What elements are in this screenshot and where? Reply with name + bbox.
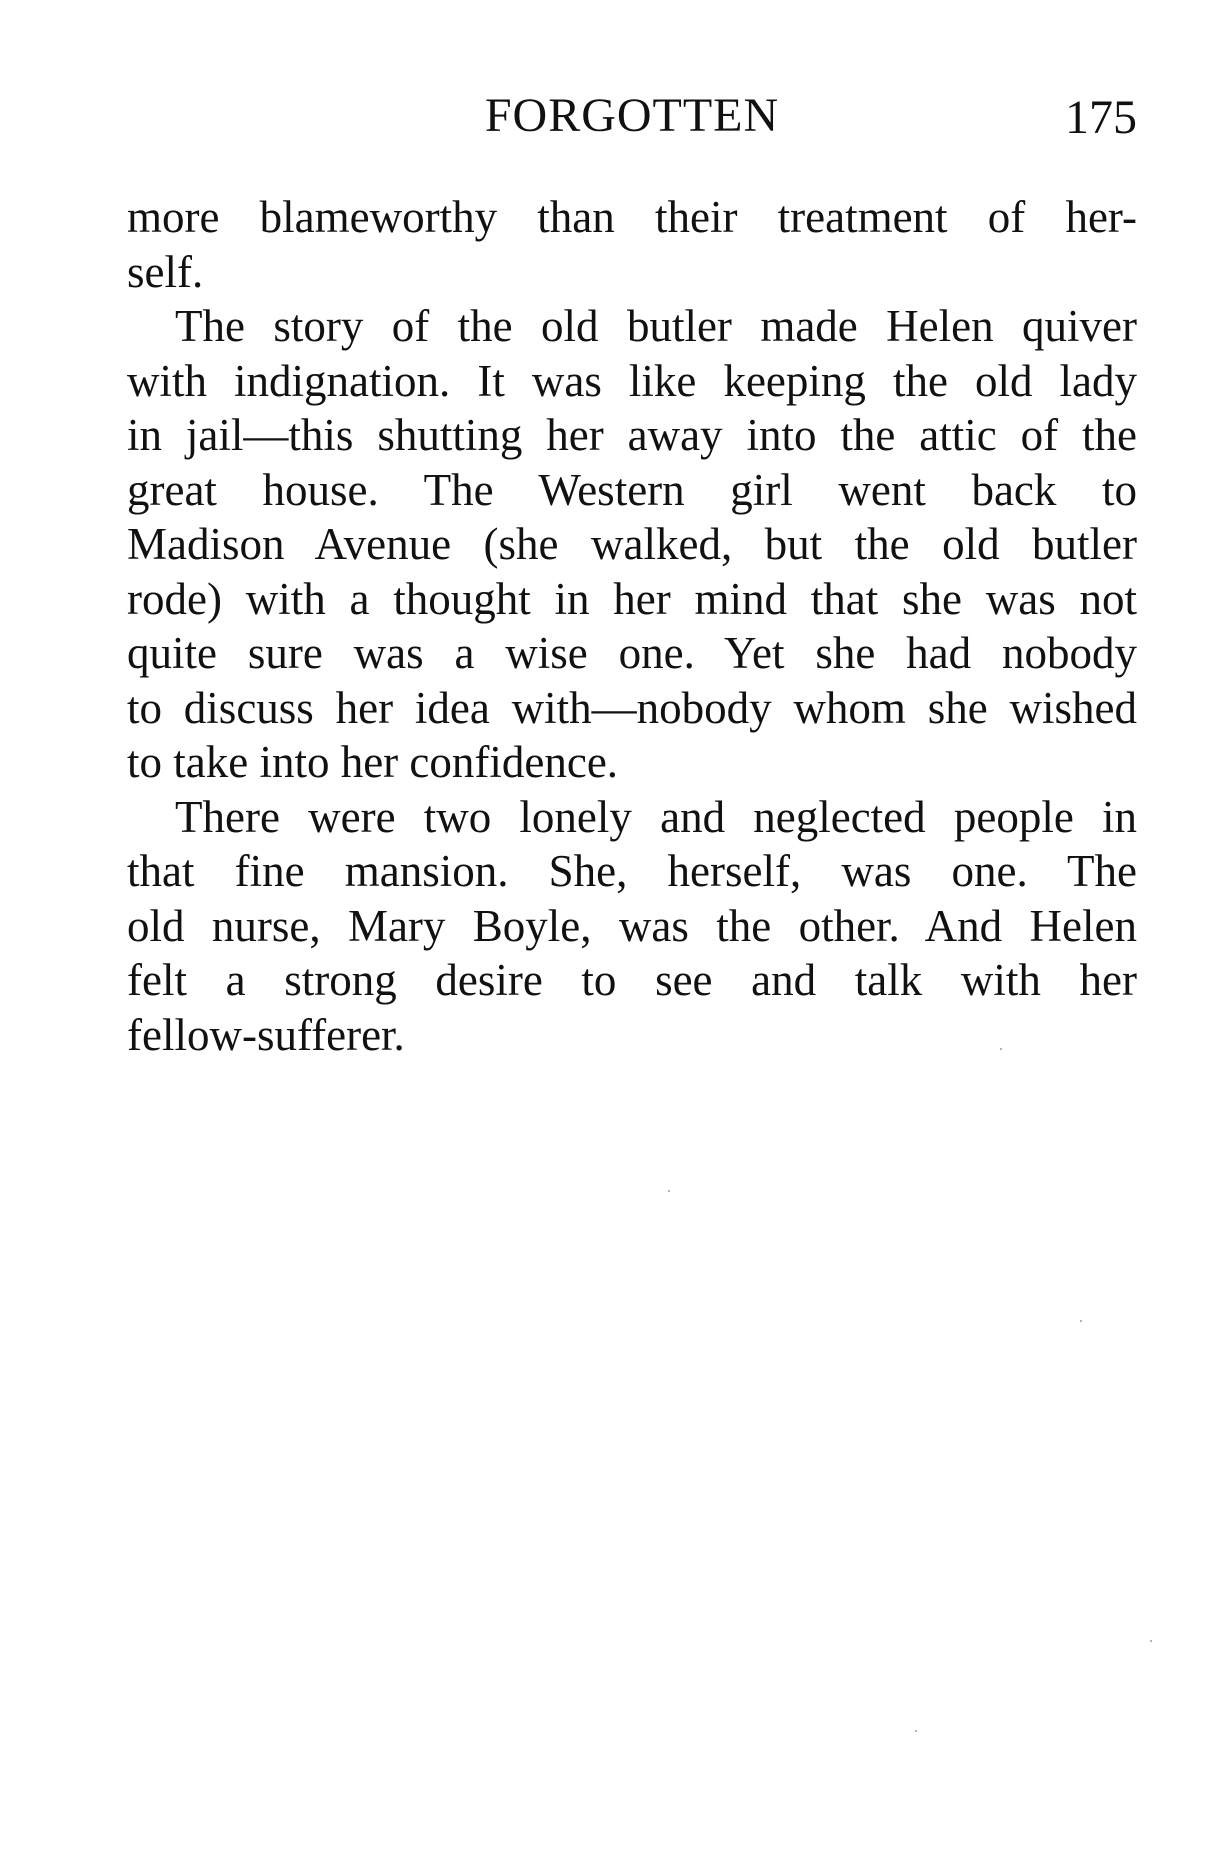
text-line: to take into her confidence. — [127, 737, 619, 787]
text-line: rode) with a thought in her mind that she was not — [127, 573, 1137, 624]
text-line: There were two lonely and neglected people in — [175, 791, 1137, 842]
text-line: self. — [127, 246, 204, 297]
text-line: Madison Avenue (she walked, but the old butler — [127, 519, 1137, 569]
text-line: that fine mansion. She, herself, was one. The — [127, 846, 1137, 896]
text-line: felt a strong desire to see and talk with her — [127, 955, 1137, 1005]
text-line: fellow-sufferer. — [127, 1009, 405, 1060]
text-line: in jail—this shutting her away into the attic of the — [127, 410, 1137, 460]
running-title: FORGOTTEN — [484, 89, 780, 142]
text-line: The story of the old butler made Helen quiver — [175, 301, 1137, 351]
text-line: great house. The Western girl went back to — [127, 464, 1137, 515]
body-text — [127, 190, 1137, 1062]
text-line: to discuss her idea with—nobody whom she wished — [127, 682, 1137, 733]
text-line: with indignation. It was like keeping the old lady — [127, 355, 1137, 406]
running-head — [127, 88, 1137, 148]
text-line: quite sure was a wise one. Yet she had nobody — [127, 628, 1137, 678]
page-number: 175 — [1065, 91, 1137, 144]
text-line: old nurse, Mary Boyle, was the other. And Helen — [127, 900, 1137, 951]
text-line: more blameworthy than their treatment of her- — [127, 192, 1137, 242]
